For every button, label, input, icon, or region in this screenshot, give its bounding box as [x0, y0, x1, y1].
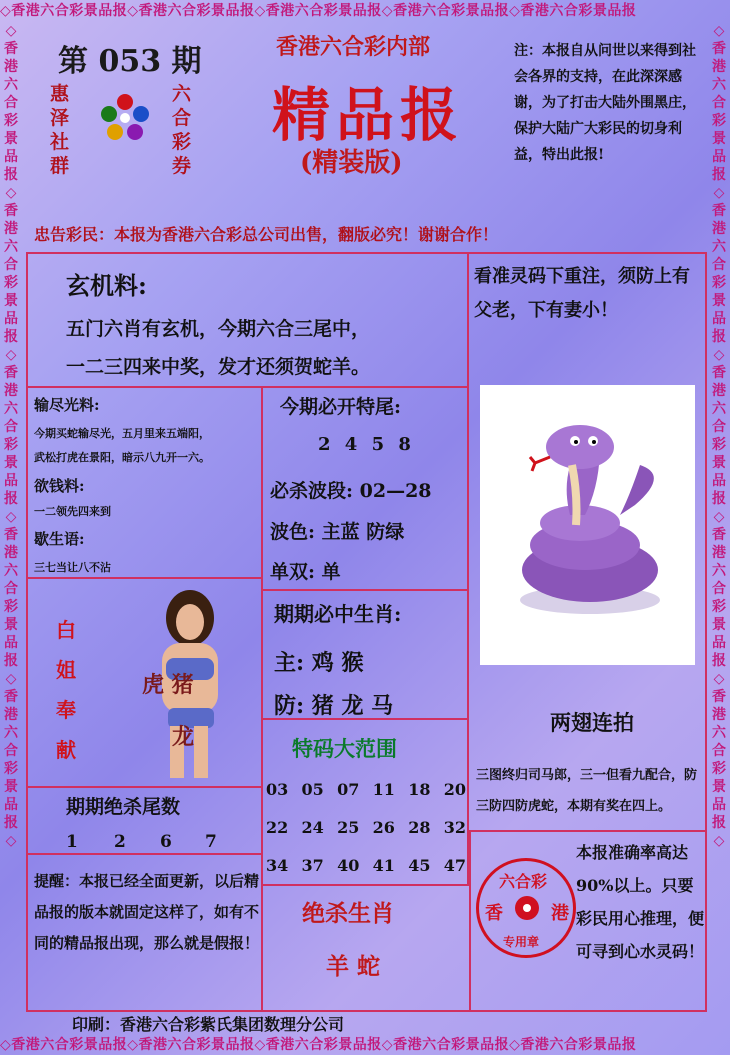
edition-label: (精装版)	[300, 148, 403, 178]
xiesheng-text: 三七当让八不沾	[34, 561, 111, 574]
danshuang-text: 单双: 单	[270, 561, 341, 583]
snake-image	[480, 385, 695, 665]
shengxiao-fang: 防: 猪 龙 马	[274, 693, 394, 719]
tema-title: 特码大范围	[292, 736, 397, 761]
juesha-wei-num: 1	[66, 832, 78, 852]
juesha-wei-num: 6	[160, 832, 172, 852]
right-top-text: 看准灵码下重注，须防上有父老，下有妻小！	[474, 266, 690, 321]
issue-number: 第 053 期	[58, 44, 202, 79]
shengxiao-title: 期期必中生肖:	[274, 602, 402, 626]
juesha-sx-title: 绝杀生肖	[302, 900, 394, 927]
tema-row: 34 37 40 41 45 47	[266, 856, 466, 875]
yuqian-title: 欲钱料:	[34, 477, 85, 495]
snake-icon	[480, 385, 695, 665]
shengxiao-main: 主: 鸡 猴	[274, 650, 364, 676]
baijie-vertical-text: 白 姐 奉 献	[56, 618, 76, 762]
tema-grid	[266, 780, 466, 894]
photo-text-1: 虎 猪	[142, 672, 194, 698]
juesha-wei-title: 期期绝杀尾数	[66, 796, 181, 818]
tewei-numbers: 2 4 5 8	[318, 434, 415, 455]
xuanji-line-1: 五门六肖有玄机，今期六合三尾中，	[66, 318, 371, 340]
shujin-title: 输尽光料:	[34, 396, 100, 414]
juesha-wei-num: 2	[114, 832, 126, 852]
warning-notice: 忠告彩民：本报为香港六合彩总公司出售，翻版必究！谢谢合作！	[34, 225, 499, 244]
left-vertical-text-2: 六 合 彩 券	[172, 83, 192, 177]
juesha-wei-num: 7	[205, 832, 217, 852]
accuracy-text: 本报准确率高达90%以上。只要彩民用心推理，便可寻到心水灵码！	[576, 843, 705, 961]
top-border-text: ◇香港六合彩景品报◇香港六合彩景品报◇香港六合彩景品报◇香港六合彩景品报◇香港六合彩景品报	[0, 3, 637, 19]
shujin-line-1: 今期买蛇输尽光，五月里来五端阳，	[34, 427, 210, 440]
juesha-sx-value: 羊 蛇	[326, 953, 381, 980]
bose-text: 波色: 主蓝 防绿	[270, 521, 405, 543]
lianpai-text: 三图终归司马郎，三一但看九配合，防三防四防虎蛇，本期有奖在四上。	[476, 768, 698, 814]
footer-printer: 印刷：香港六合彩紫氏集团数理分公司	[72, 1015, 345, 1034]
official-stamp: 六合彩 香 港 专用章	[476, 858, 576, 958]
xiesheng-title: 歇生语:	[34, 530, 85, 548]
photo-text-2: 龙	[172, 724, 195, 750]
xuanji-title: 玄机料:	[66, 271, 147, 300]
bauhinia-flower-icon	[512, 893, 542, 923]
org-name: 香港六合彩内部	[276, 34, 431, 60]
bottom-border-text: ◇香港六合彩景品报◇香港六合彩景品报◇香港六合彩景品报◇香港六合彩景品报◇香港六合彩景品报	[0, 1037, 637, 1053]
main-title: 精品报	[272, 81, 465, 149]
left-vertical-text-1: 惠 泽 社 群	[50, 83, 70, 177]
bosha-text: 必杀波段: 02—28	[270, 480, 432, 502]
header-note: 注：本报自从问世以来得到社会各界的支持，在此深深感谢，为了打击大陆外围黑庄，保护大陆广大彩民的切身利益，特出此报!	[514, 43, 696, 163]
tema-row: 03 05 07 11 18 20	[266, 780, 466, 799]
yuqian-text: 一二领先四来到	[34, 505, 111, 518]
lottery-logo-icon	[95, 92, 155, 144]
lianpai-title: 两翅连拍	[550, 710, 634, 735]
right-border-text: ◇香港六合彩景品报◇香港六合彩景品报◇香港六合彩景品报◇香港六合彩景品报◇香港六合彩景品报◇	[712, 23, 726, 849]
tema-row: 22 24 25 26 28 32	[266, 818, 466, 837]
shujin-line-2: 武松打虎在景阳，暗示八九开一六。	[34, 451, 210, 464]
xuanji-line-2: 一二三四来中奖，发才还须贺蛇羊。	[66, 356, 371, 378]
tewei-title: 今期必开特尾:	[280, 396, 402, 418]
remind-text: 提醒：本报已经全面更新，以后精品报的版本就固定这样了，如有不同的精品报出现，那么就是假报！	[34, 872, 260, 952]
left-border-text: ◇香港六合彩景品报◇香港六合彩景品报◇香港六合彩景品报◇香港六合彩景品报◇香港六合彩景品报◇	[4, 23, 18, 849]
